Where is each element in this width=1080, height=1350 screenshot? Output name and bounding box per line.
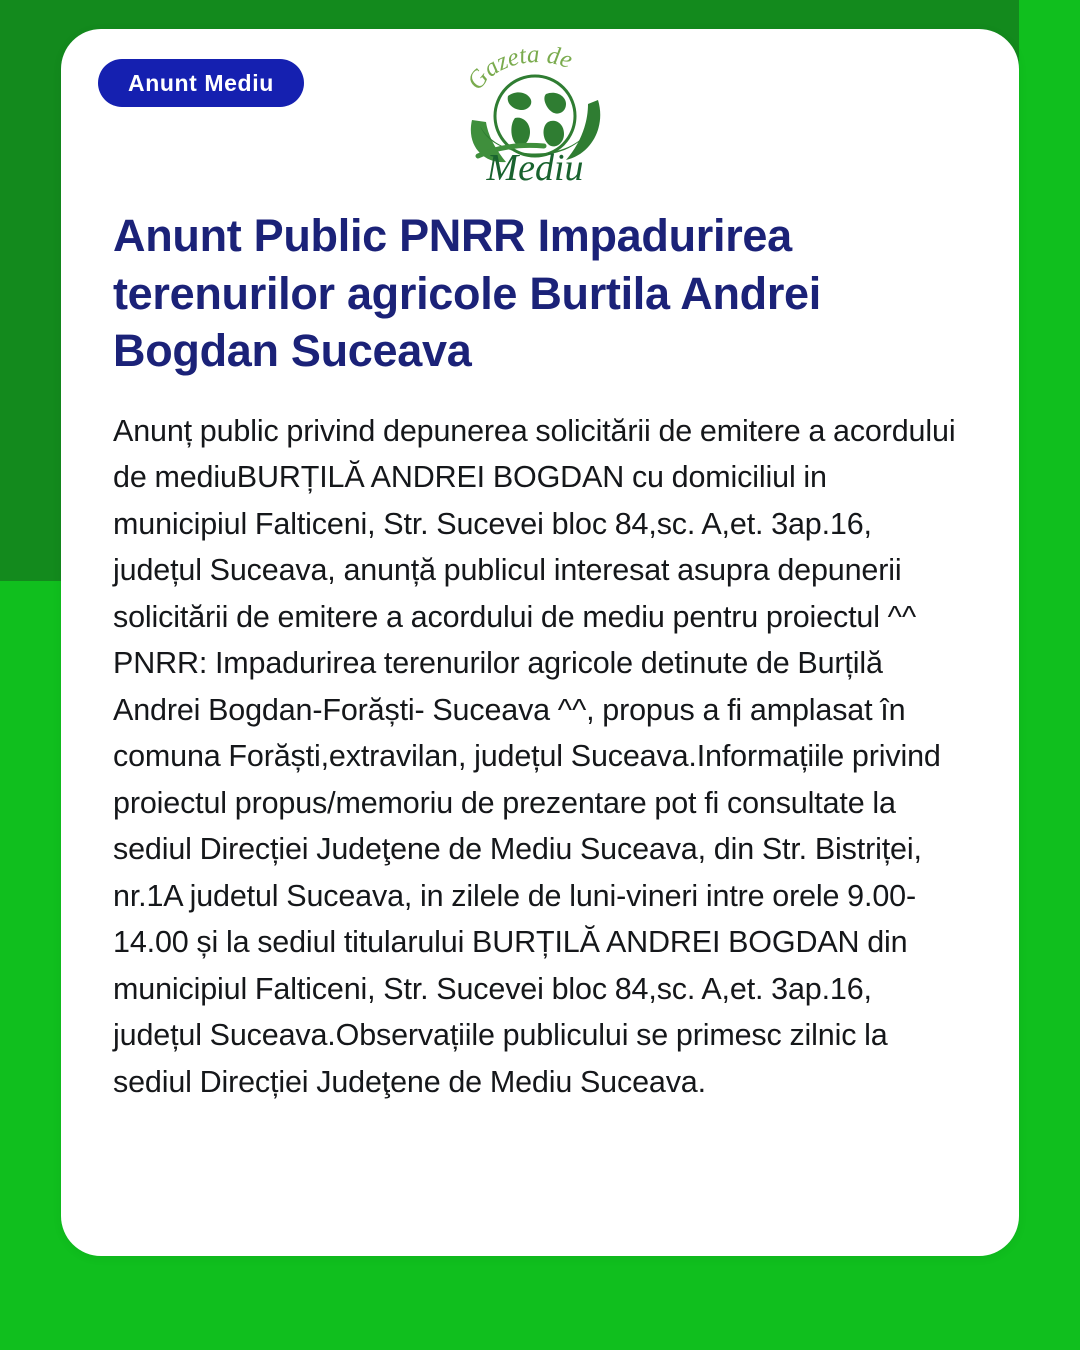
page-title: Anunt Public PNRR Impadurirea terenurilor agricole Burtila Andrei Bogdan Suceava [113,210,821,377]
gazeta-de-mediu-logo [460,38,610,183]
card-header [61,29,1019,183]
svg-text:Gazeta de: Gazeta de [462,40,576,96]
announcement-card [61,29,1019,1256]
svg-text:Mediu: Mediu [486,147,584,183]
announcement-body: Anunț public privind depunerea solicitării de emitere a acordului de mediuBURȚILĂ ANDREI BOGDAN cu domiciliul in municipiul Falticeni, Str. Sucevei bloc 84,sc. A,et. 3ap.16, județul Suceava, anunță publicul interesat asupra depunerii solicitării de emitere a acordului de mediu pentru proiectul ^^ PNRR: Impadurirea terenurilor agricole detinute de Burțilă Andrei Bogdan-Forăști- Suceava ^^, propus a fi amplasat în comuna Forăști,extravilan, județul Suceava.Informațiile privind proiectul propus/memoriu de prezentare pot fi consultate la sediul Direcției Judeţene de Mediu Suceava, din Str. Bistriței, nr.1A judetul Suceava, in zilele de luni-vineri intre orele 9.00-14.00 și la sediul titularului BURȚILĂ ANDREI BOGDAN din municipiul Falticeni, Str. Sucevei bloc 84,sc. A,et. 3ap.16, județul Suceava.Observațiile publicului se primesc zilnic la sediul Direcției Judeţene de Mediu Suceava. [113,413,956,1099]
category-badge[interactable]: Anunt Mediu [98,59,304,107]
